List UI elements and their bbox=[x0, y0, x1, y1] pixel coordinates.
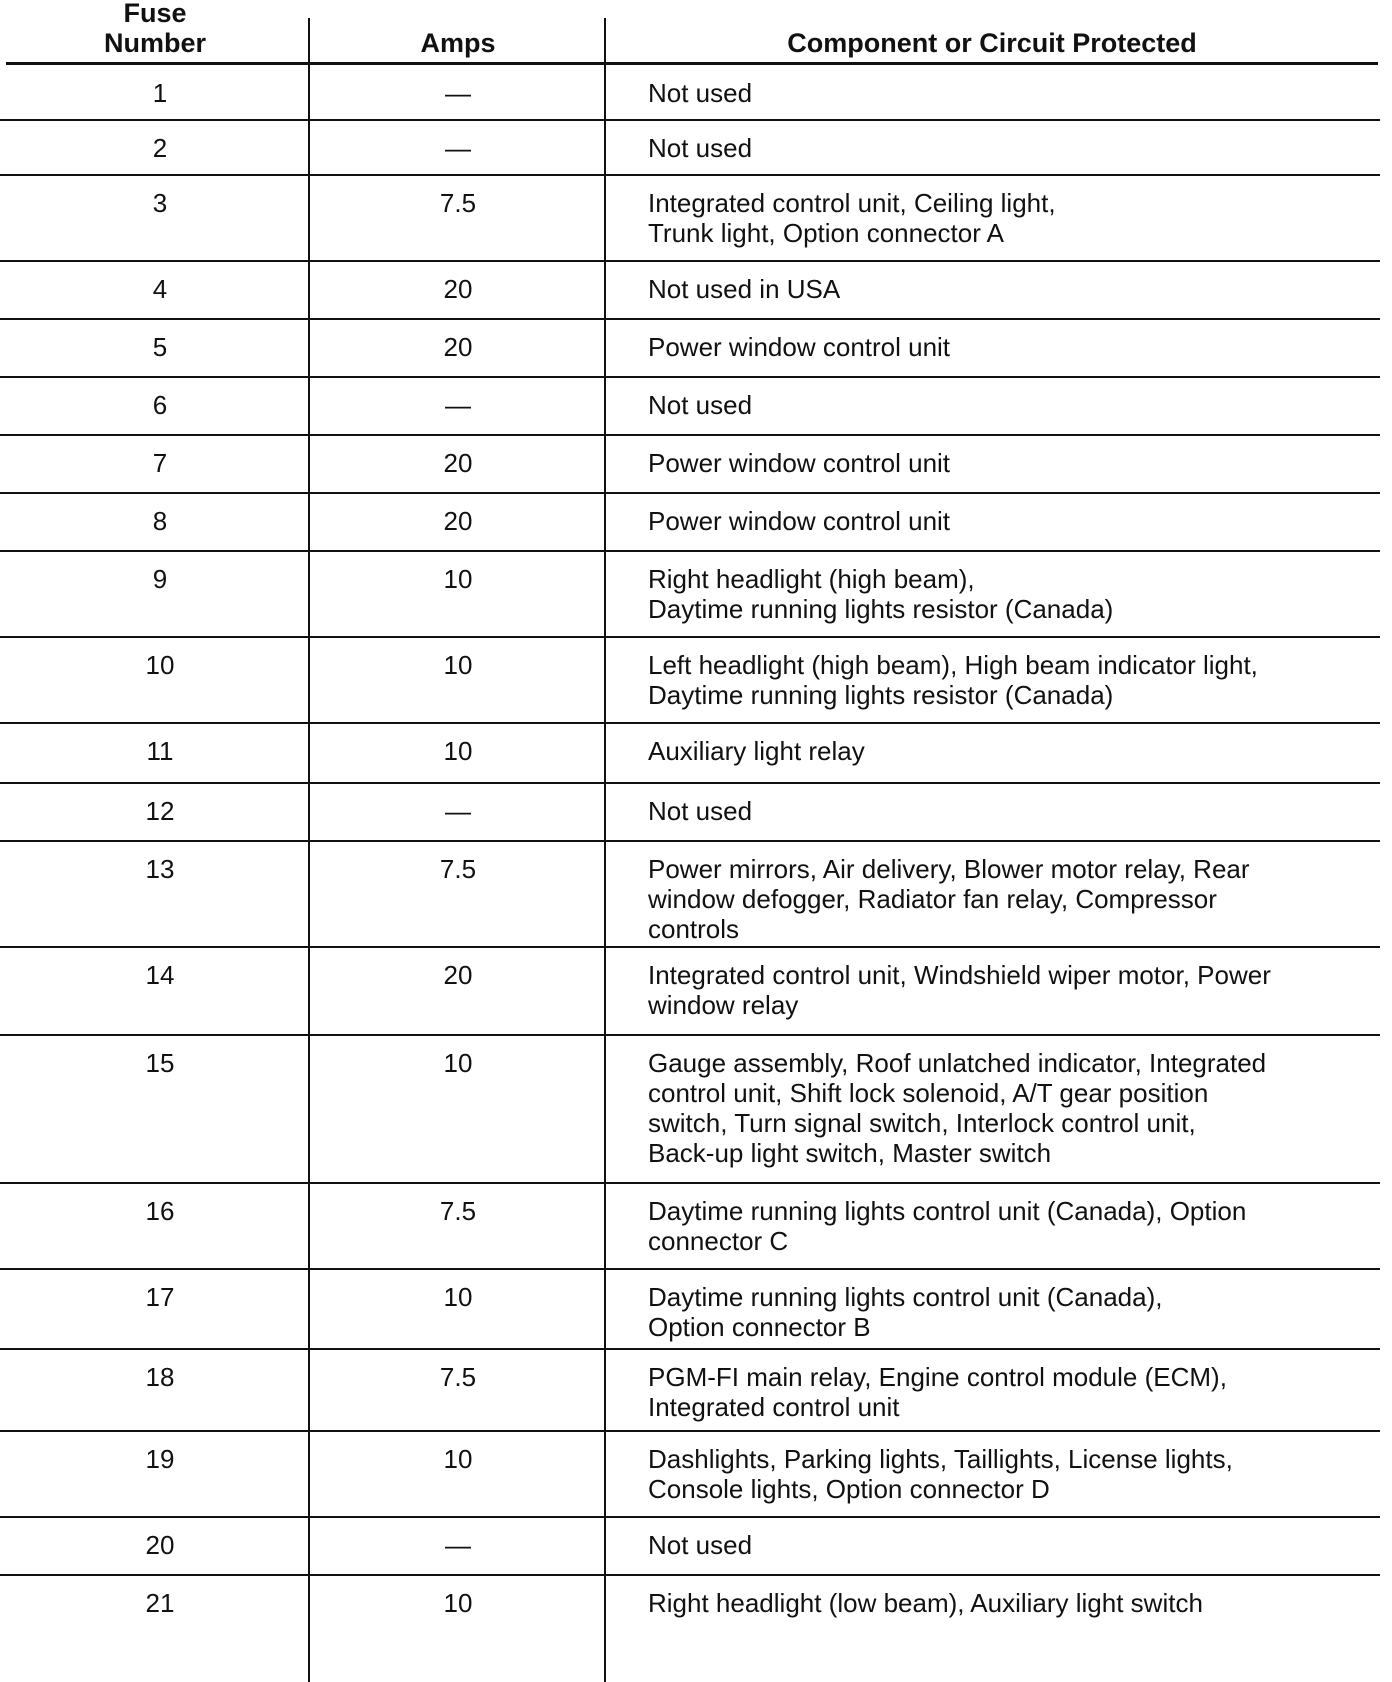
fuse-number-cell: 2 bbox=[152, 133, 168, 163]
table-row bbox=[0, 320, 1380, 378]
component-cell: Not used bbox=[648, 796, 753, 826]
amps-cell: 10 bbox=[443, 1282, 473, 1312]
table-row bbox=[0, 784, 1380, 842]
component-cell: Daytime running lights control unit (Canada), Option connector C bbox=[648, 1196, 1247, 1256]
table-row bbox=[0, 1518, 1380, 1576]
fuse-number-cell: 11 bbox=[146, 736, 174, 766]
component-cell: Integrated control unit, Windshield wiper motor, Power window relay bbox=[648, 960, 1271, 1020]
fuse-number-cell: 13 bbox=[145, 854, 175, 884]
table-row bbox=[0, 176, 1380, 262]
header-component: Component or Circuit Protected bbox=[787, 28, 1197, 58]
amps-cell: 20 bbox=[443, 332, 473, 362]
fuse-number-cell: 12 bbox=[145, 796, 175, 826]
amps-cell: 10 bbox=[443, 1444, 473, 1474]
table-row bbox=[0, 66, 1380, 121]
fuse-number-cell: 7 bbox=[152, 448, 168, 478]
header-fuse-number: Fuse Number bbox=[103, 0, 206, 58]
fuse-number-cell: 4 bbox=[152, 274, 168, 304]
fuse-number-cell: 19 bbox=[145, 1444, 175, 1474]
table-row bbox=[0, 552, 1380, 638]
table-row bbox=[0, 262, 1380, 320]
table-row bbox=[0, 494, 1380, 552]
table-row bbox=[0, 1576, 1380, 1646]
amps-cell: — bbox=[445, 78, 471, 108]
component-cell: Left headlight (high beam), High beam indicator light, Daytime running lights resistor (Canada) bbox=[648, 650, 1258, 710]
component-cell: Dashlights, Parking lights, Taillights, License lights, Console lights, Option connector D bbox=[648, 1444, 1233, 1504]
amps-cell: 7.5 bbox=[439, 188, 477, 218]
amps-cell: 10 bbox=[443, 1588, 473, 1618]
amps-cell: 7.5 bbox=[439, 1362, 477, 1392]
fuse-number-cell: 8 bbox=[152, 506, 168, 536]
component-cell: Power window control unit bbox=[648, 448, 951, 478]
amps-cell: — bbox=[445, 796, 471, 826]
table-row bbox=[0, 378, 1380, 436]
amps-cell: 7.5 bbox=[439, 1196, 477, 1226]
fuse-number-cell: 15 bbox=[145, 1048, 175, 1078]
table-row bbox=[0, 1432, 1380, 1518]
fuse-number-cell: 16 bbox=[145, 1196, 175, 1226]
component-cell: PGM-FI main relay, Engine control module (ECM), Integrated control unit bbox=[648, 1362, 1227, 1422]
component-cell: Not used bbox=[648, 1530, 753, 1560]
component-cell: Gauge assembly, Roof unlatched indicator, Integrated control unit, Shift lock solenoid, A/T gear position switch, Turn signal switch, Interlock control unit, Back-up light switch, Master switch bbox=[648, 1048, 1267, 1168]
table-row bbox=[0, 842, 1380, 948]
component-cell: Power window control unit bbox=[648, 506, 951, 536]
amps-cell: 20 bbox=[443, 506, 473, 536]
fuse-number-cell: 3 bbox=[152, 188, 168, 218]
component-cell: Right headlight (high beam), Daytime running lights resistor (Canada) bbox=[648, 564, 1114, 624]
fuse-number-cell: 20 bbox=[145, 1530, 175, 1560]
fuse-number-cell: 10 bbox=[145, 650, 175, 680]
table-row bbox=[0, 948, 1380, 1036]
amps-cell: 20 bbox=[443, 274, 473, 304]
fuse-number-cell: 21 bbox=[145, 1588, 175, 1618]
component-cell: Not used bbox=[648, 390, 753, 420]
table-row bbox=[0, 638, 1380, 724]
amps-cell: 20 bbox=[443, 448, 473, 478]
table-row bbox=[0, 724, 1380, 784]
component-cell: Daytime running lights control unit (Canada), Option connector B bbox=[648, 1282, 1163, 1342]
amps-cell: — bbox=[445, 1530, 471, 1560]
component-cell: Right headlight (low beam), Auxiliary light switch bbox=[648, 1588, 1203, 1618]
header-rule bbox=[6, 62, 1378, 65]
amps-cell: 10 bbox=[443, 564, 473, 594]
amps-cell: 20 bbox=[443, 960, 473, 990]
amps-cell: 10 bbox=[443, 650, 473, 680]
fuse-number-cell: 14 bbox=[145, 960, 175, 990]
component-cell: Power mirrors, Air delivery, Blower motor relay, Rear window defogger, Radiator fan relay, Compressor controls bbox=[648, 854, 1250, 944]
table-row bbox=[0, 121, 1380, 176]
table-row bbox=[0, 436, 1380, 494]
header-amps: Amps bbox=[420, 28, 496, 58]
amps-cell: 10 bbox=[443, 1048, 473, 1078]
fuse-number-cell: 5 bbox=[152, 332, 168, 362]
component-cell: Power window control unit bbox=[648, 332, 951, 362]
fuse-number-cell: 17 bbox=[145, 1282, 175, 1312]
table-row bbox=[0, 1184, 1380, 1270]
fuse-number-cell: 1 bbox=[152, 78, 168, 108]
component-cell: Not used bbox=[648, 78, 753, 108]
amps-cell: — bbox=[445, 133, 471, 163]
component-cell: Not used bbox=[648, 133, 753, 163]
table-row bbox=[0, 1350, 1380, 1432]
table-row bbox=[0, 1036, 1380, 1184]
fuse-number-cell: 18 bbox=[145, 1362, 175, 1392]
component-cell: Not used in USA bbox=[648, 274, 841, 304]
table-row bbox=[0, 1270, 1380, 1350]
fuse-number-cell: 6 bbox=[152, 390, 168, 420]
amps-cell: — bbox=[445, 390, 471, 420]
component-cell: Auxiliary light relay bbox=[648, 736, 865, 766]
amps-cell: 10 bbox=[443, 736, 473, 766]
component-cell: Integrated control unit, Ceiling light, Trunk light, Option connector A bbox=[648, 188, 1056, 248]
fuse-number-cell: 9 bbox=[152, 564, 168, 594]
amps-cell: 7.5 bbox=[439, 854, 477, 884]
